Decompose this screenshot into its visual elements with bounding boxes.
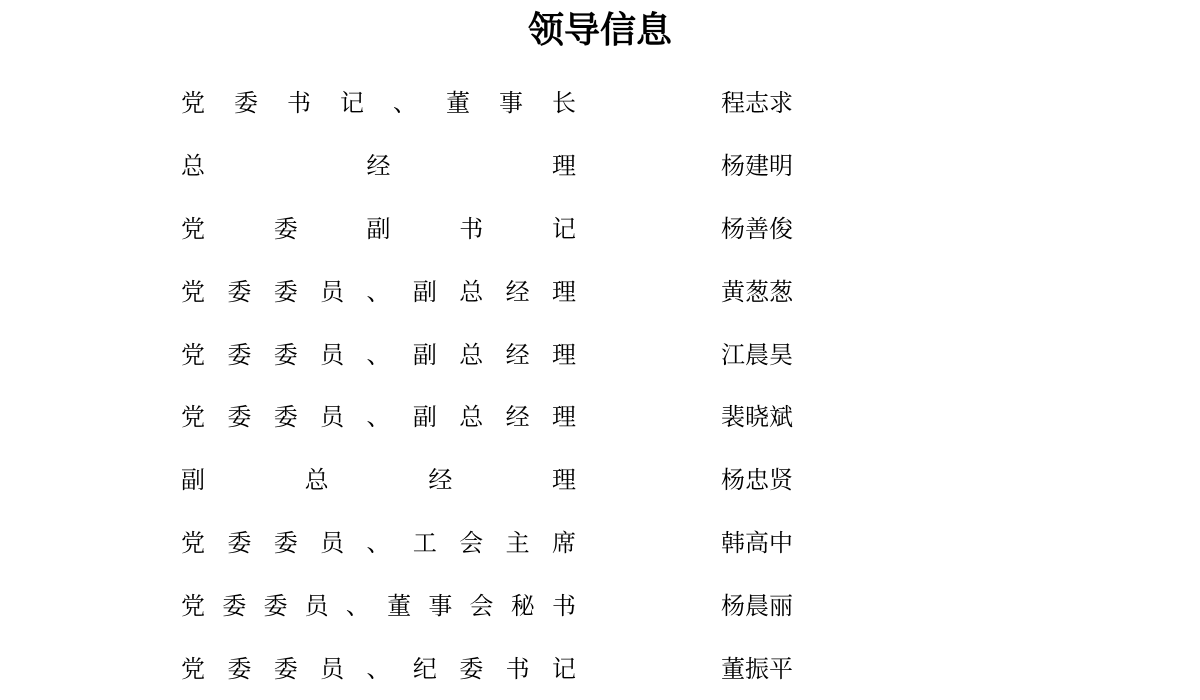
leader-title: 党 委 副 书 记	[181, 214, 576, 243]
leader-name: 杨善俊	[721, 214, 793, 243]
leader-title: 党 委 委 员 、 副 总 经 理	[181, 403, 576, 432]
leader-name: 江晨昊	[721, 340, 793, 369]
leader-name: 杨忠贤	[721, 466, 793, 495]
leader-name: 黄葱葱	[721, 277, 793, 306]
leader-name: 韩高中	[721, 528, 793, 557]
leader-row	[181, 637, 881, 700]
leader-row	[181, 198, 881, 261]
leader-title: 党 委 委 员 、 董 事 会 秘 书	[181, 591, 576, 620]
leader-name: 杨晨丽	[721, 591, 793, 620]
leader-title: 党 委 委 员 、 纪 委 书 记	[181, 654, 576, 683]
leader-title: 党 委 委 员 、 工 会 主 席	[181, 528, 576, 557]
leader-row	[181, 386, 881, 449]
leader-title: 党 委 书 记 、 董 事 长	[181, 89, 576, 118]
leader-title: 党 委 委 员 、 副 总 经 理	[181, 277, 576, 306]
leader-row	[181, 72, 881, 135]
leader-row	[181, 449, 881, 512]
page-title: 领导信息	[527, 9, 672, 51]
leader-name: 程志求	[721, 89, 793, 118]
leader-title: 副 总 经 理	[181, 466, 576, 495]
leader-title: 党 委 委 员 、 副 总 经 理	[181, 340, 576, 369]
leader-name: 董振平	[721, 654, 793, 683]
leader-name: 杨建明	[721, 152, 793, 181]
leader-row	[181, 135, 881, 198]
leader-row	[181, 260, 881, 323]
leader-row	[181, 323, 881, 386]
leader-title: 总 经 理	[181, 152, 576, 181]
leader-name: 裴晓斌	[721, 403, 793, 432]
leader-row	[181, 574, 881, 637]
leader-row	[181, 512, 881, 575]
leader-list	[181, 72, 881, 700]
